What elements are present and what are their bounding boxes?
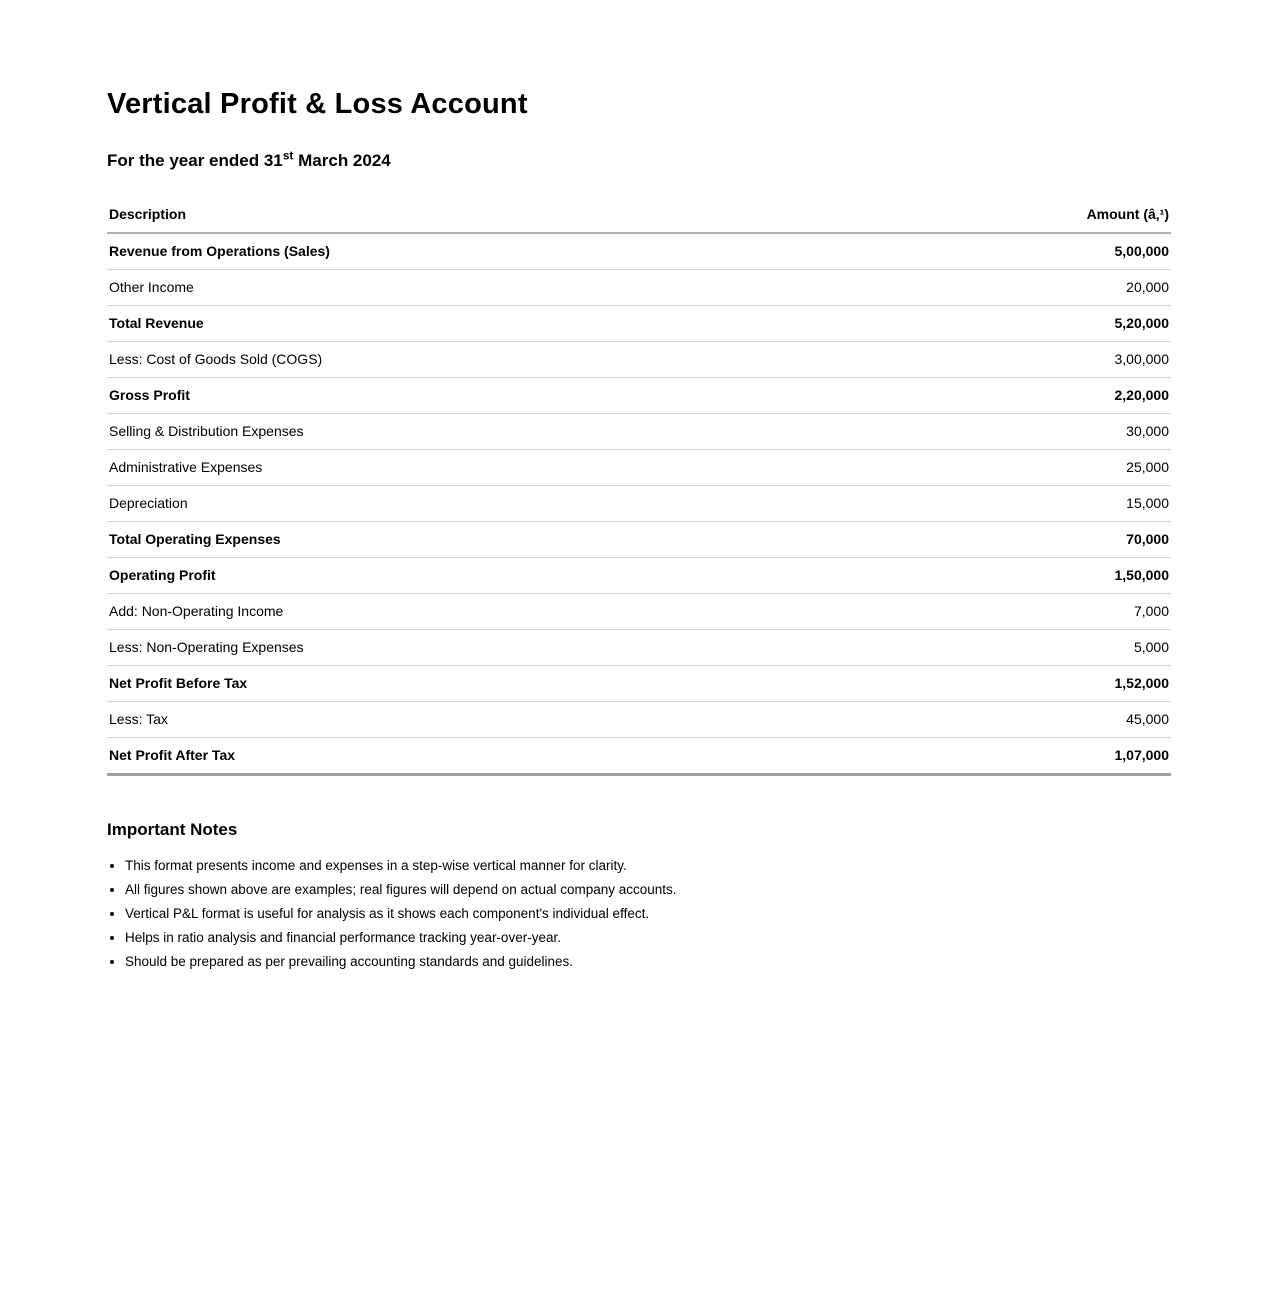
row-amount: 45,000: [876, 702, 1171, 738]
table-row: [107, 630, 1171, 666]
subtitle-suffix: March 2024: [293, 151, 391, 171]
row-amount: 5,00,000: [876, 233, 1171, 270]
table-row: [107, 342, 1171, 378]
table-row: [107, 594, 1171, 630]
table-row: [107, 486, 1171, 522]
table-row: [107, 378, 1171, 414]
row-amount: 25,000: [876, 450, 1171, 486]
subtitle-prefix: For the year ended 31: [107, 151, 283, 171]
table-header-row: [107, 197, 1171, 233]
table-row: [107, 738, 1171, 775]
profit-loss-table: [107, 197, 1171, 776]
table-row: [107, 450, 1171, 486]
note-item: • Should be prepared as per prevailing accounting standards and guidelines.: [125, 950, 1171, 974]
row-description: Revenue from Operations (Sales): [107, 233, 876, 270]
row-amount: 20,000: [876, 270, 1171, 306]
row-amount: 70,000: [876, 522, 1171, 558]
row-description: Net Profit Before Tax: [107, 666, 876, 702]
row-description: Total Revenue: [107, 306, 876, 342]
row-amount: 5,000: [876, 630, 1171, 666]
row-description: Net Profit After Tax: [107, 738, 876, 775]
row-amount: 15,000: [876, 486, 1171, 522]
page-title: Vertical Profit & Loss Account: [107, 88, 528, 120]
row-amount: 1,50,000: [876, 558, 1171, 594]
row-description: Administrative Expenses: [107, 450, 876, 486]
row-description: Gross Profit: [107, 378, 876, 414]
table-row: [107, 306, 1171, 342]
table-row: [107, 558, 1171, 594]
table-row: [107, 702, 1171, 738]
table-row: [107, 414, 1171, 450]
row-description: Operating Profit: [107, 558, 876, 594]
row-amount: 1,52,000: [876, 666, 1171, 702]
row-description: Less: Non-Operating Expenses: [107, 630, 876, 666]
row-amount: 5,20,000: [876, 306, 1171, 342]
row-description: Depreciation: [107, 486, 876, 522]
row-amount: 1,07,000: [876, 738, 1171, 775]
row-description: Less: Tax: [107, 702, 876, 738]
note-item: • Helps in ratio analysis and financial performance tracking year-over-year.: [125, 926, 1171, 950]
page-subtitle: [107, 148, 1171, 171]
notes-heading: Important Notes: [107, 820, 238, 840]
document-page: [107, 0, 1171, 974]
row-amount: 2,20,000: [876, 378, 1171, 414]
table-row: [107, 270, 1171, 306]
table-body: [107, 233, 1171, 775]
table-row: [107, 233, 1171, 270]
notes-list: [107, 854, 1171, 974]
note-item: • Vertical P&L format is useful for analysis as it shows each component's individual effect.: [125, 902, 1171, 926]
note-item: • This format presents income and expenses in a step-wise vertical manner for clarity.: [125, 854, 1171, 878]
column-header-amount: Amount (â‚¹): [876, 197, 1171, 233]
subtitle-superscript: st: [282, 148, 294, 163]
row-amount: 3,00,000: [876, 342, 1171, 378]
row-amount: 30,000: [876, 414, 1171, 450]
column-header-description: Description: [107, 197, 876, 233]
row-description: Total Operating Expenses: [107, 522, 876, 558]
row-amount: 7,000: [876, 594, 1171, 630]
row-description: Selling & Distribution Expenses: [107, 414, 876, 450]
table-row: [107, 522, 1171, 558]
row-description: Other Income: [107, 270, 876, 306]
note-item: • All figures shown above are examples; real figures will depend on actual company accounts.: [125, 878, 1171, 902]
table-row: [107, 666, 1171, 702]
row-description: Add: Non-Operating Income: [107, 594, 876, 630]
table-header: [107, 197, 1171, 233]
row-description: Less: Cost of Goods Sold (COGS): [107, 342, 876, 378]
